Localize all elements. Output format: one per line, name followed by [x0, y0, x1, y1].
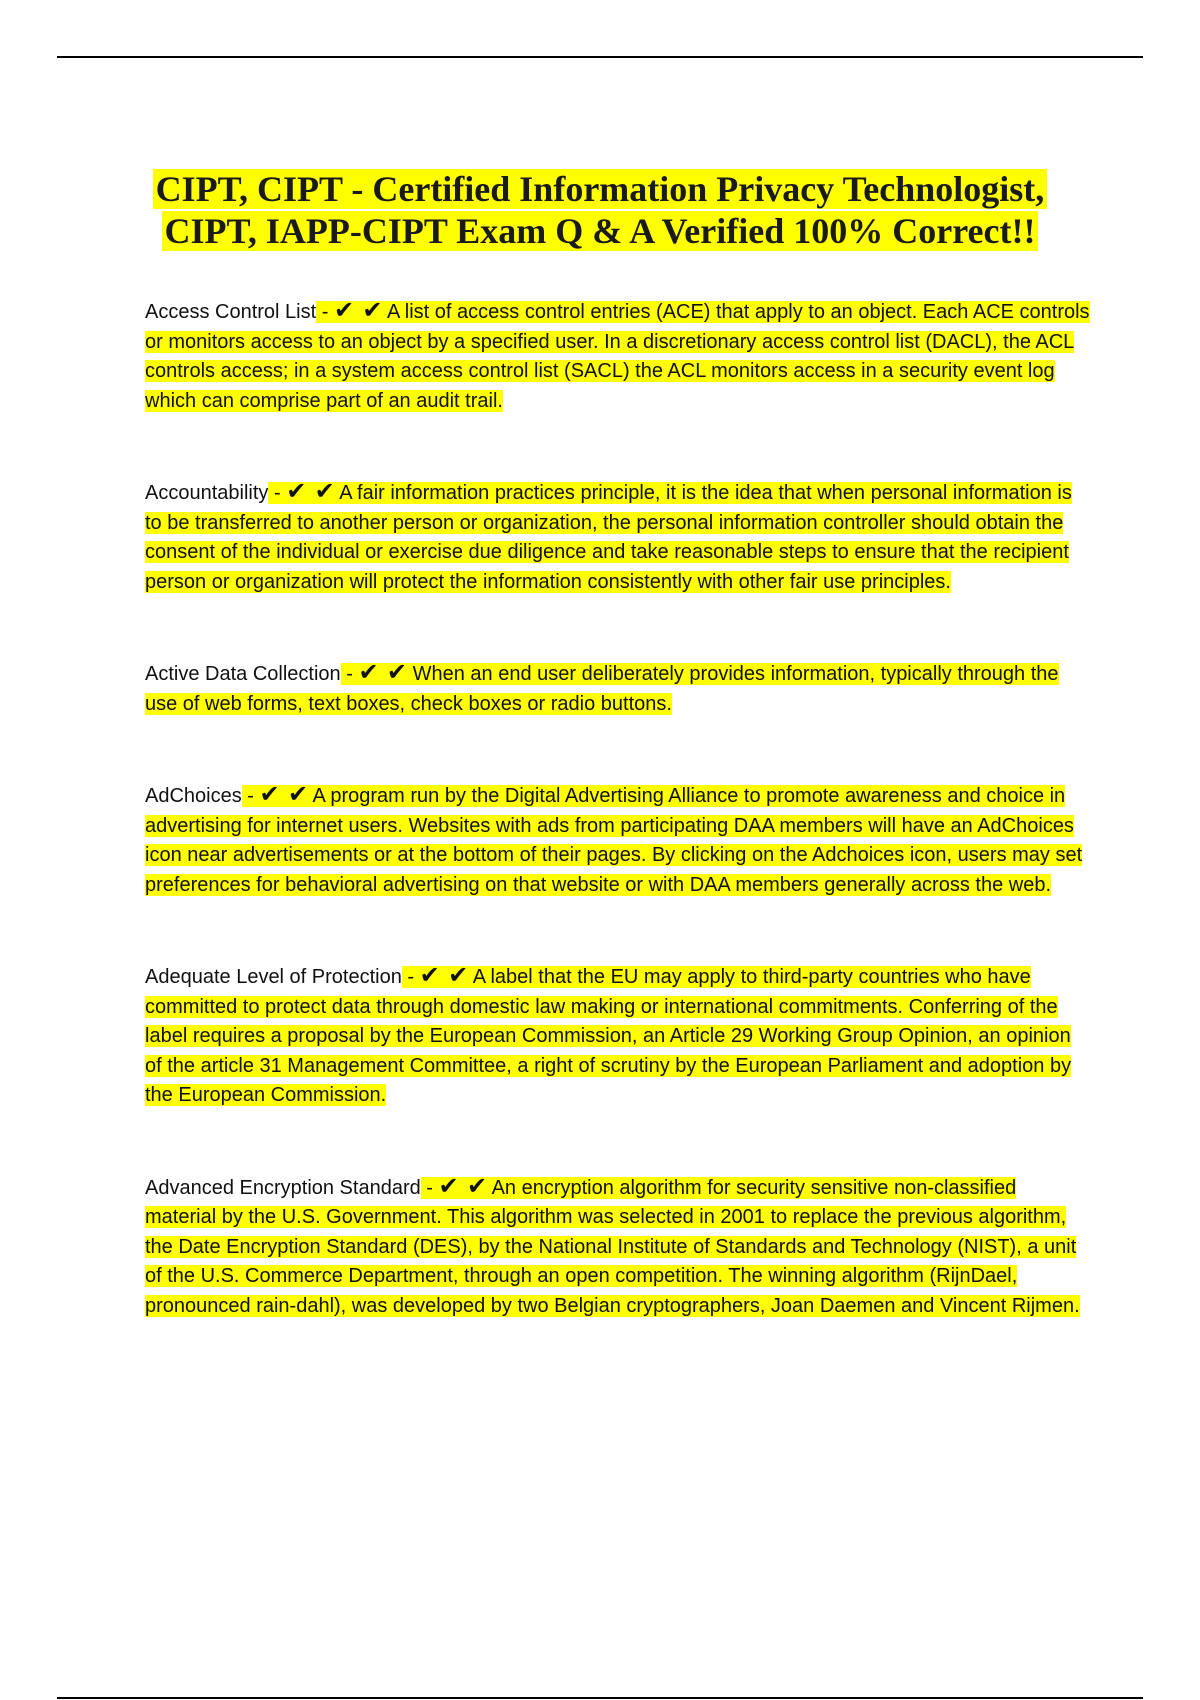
check-icon: ✔ ✔ — [419, 961, 469, 989]
separator: - — [346, 663, 353, 685]
qa-entry — [145, 479, 1090, 597]
entry-term: Advanced Encryption Standard — [145, 1176, 421, 1199]
entry-term: Accountability — [145, 482, 269, 504]
entry-term: AdChoices — [145, 785, 242, 807]
entry-definition: A program run by the Digital Advertising Alliance to promote awareness and choice in advertising for internet users. Websites with ads from participating DAA members will have an AdChoices icon near advertisements or at the bottom of their pages. By clicking on the Adchoices icon, users may set preferences for behavioral advertising on that website or with DAA members generally across the web. — [145, 785, 1083, 896]
qa-entry — [145, 298, 1090, 416]
qa-entry — [145, 963, 1090, 1111]
entry-definition: A label that the EU may apply to third-party countries who have committed to protect data through domestic law making or international commitments. Conferring of the label requires a proposal by the European Commission, an Article 29 Working Group Opinion, an opinion of the article 31 Management Committee, a right of scrutiny by the European Parliament and adoption by the European Commission. — [145, 966, 1072, 1106]
check-icon: ✔ ✔ — [286, 477, 335, 505]
entry-answer-highlight — [145, 477, 1072, 593]
qa-entry — [145, 782, 1090, 900]
separator: - — [426, 1176, 433, 1199]
entry-answer-highlight — [145, 780, 1083, 896]
entry-definition: When an end user deliberately provides information, typically through the use of web forms, text boxes, check boxes or radio buttons. — [145, 663, 1059, 715]
entry-definition: A fair information practices principle, it is the idea that when personal information is to be transferred to another person or organization, the personal information controller should obtain the consent of the individual or exercise due diligence and take reasonable steps to ensure that the recipient person or organization will protect the information consistently with other fair use principles. — [145, 482, 1072, 593]
separator: - — [321, 301, 329, 323]
qa-entry — [145, 660, 1090, 719]
check-icon: ✔ ✔ — [333, 296, 383, 324]
document-title — [100, 168, 1100, 252]
bottom-rule — [57, 1697, 1143, 1699]
check-icon: ✔ ✔ — [259, 780, 309, 808]
entry-definition: An encryption algorithm for security sensitive non-classified material by the U.S. Government. This algorithm was selected in 2001 to replace the previous algorithm, the Date Encryption Standard (DES), by the National Institute of Standards and Technology (NIST), a unit of the U.S. Commerce Department, through an open competition. The winning algorithm (RijnDael, pronounced rain-dahl), was developed by two Belgian cryptographers, Joan Daemen and Vincent Rijmen. — [145, 1176, 1080, 1317]
entry-term: Active Data Collection — [145, 663, 341, 685]
separator: - — [407, 966, 415, 988]
entry-definition: A list of access control entries (ACE) that apply to an object. Each ACE controls or monitors access to an object by a specified user. In a discretionary access control list (DACL), the ACL controls access; in a system access control list (SACL) the ACL monitors access in a security event log which can comprise part of an audit trail. — [145, 301, 1090, 412]
separator: - — [247, 785, 254, 807]
title-line-1: CIPT, CIPT - Certified Information Privacy Technologist, — [153, 169, 1048, 209]
qa-entry-list — [145, 278, 1090, 1384]
qa-entry — [145, 1171, 1090, 1322]
entry-term: Adequate Level of Protection — [145, 966, 402, 988]
top-rule — [57, 56, 1143, 58]
check-icon: ✔ ✔ — [438, 1171, 488, 1200]
title-line-2: CIPT, IAPP-CIPT Exam Q & A Verified 100% Correct!! — [162, 211, 1039, 251]
entry-term: Access Control List — [145, 301, 317, 323]
check-icon: ✔ ✔ — [358, 658, 408, 686]
separator: - — [273, 482, 281, 504]
